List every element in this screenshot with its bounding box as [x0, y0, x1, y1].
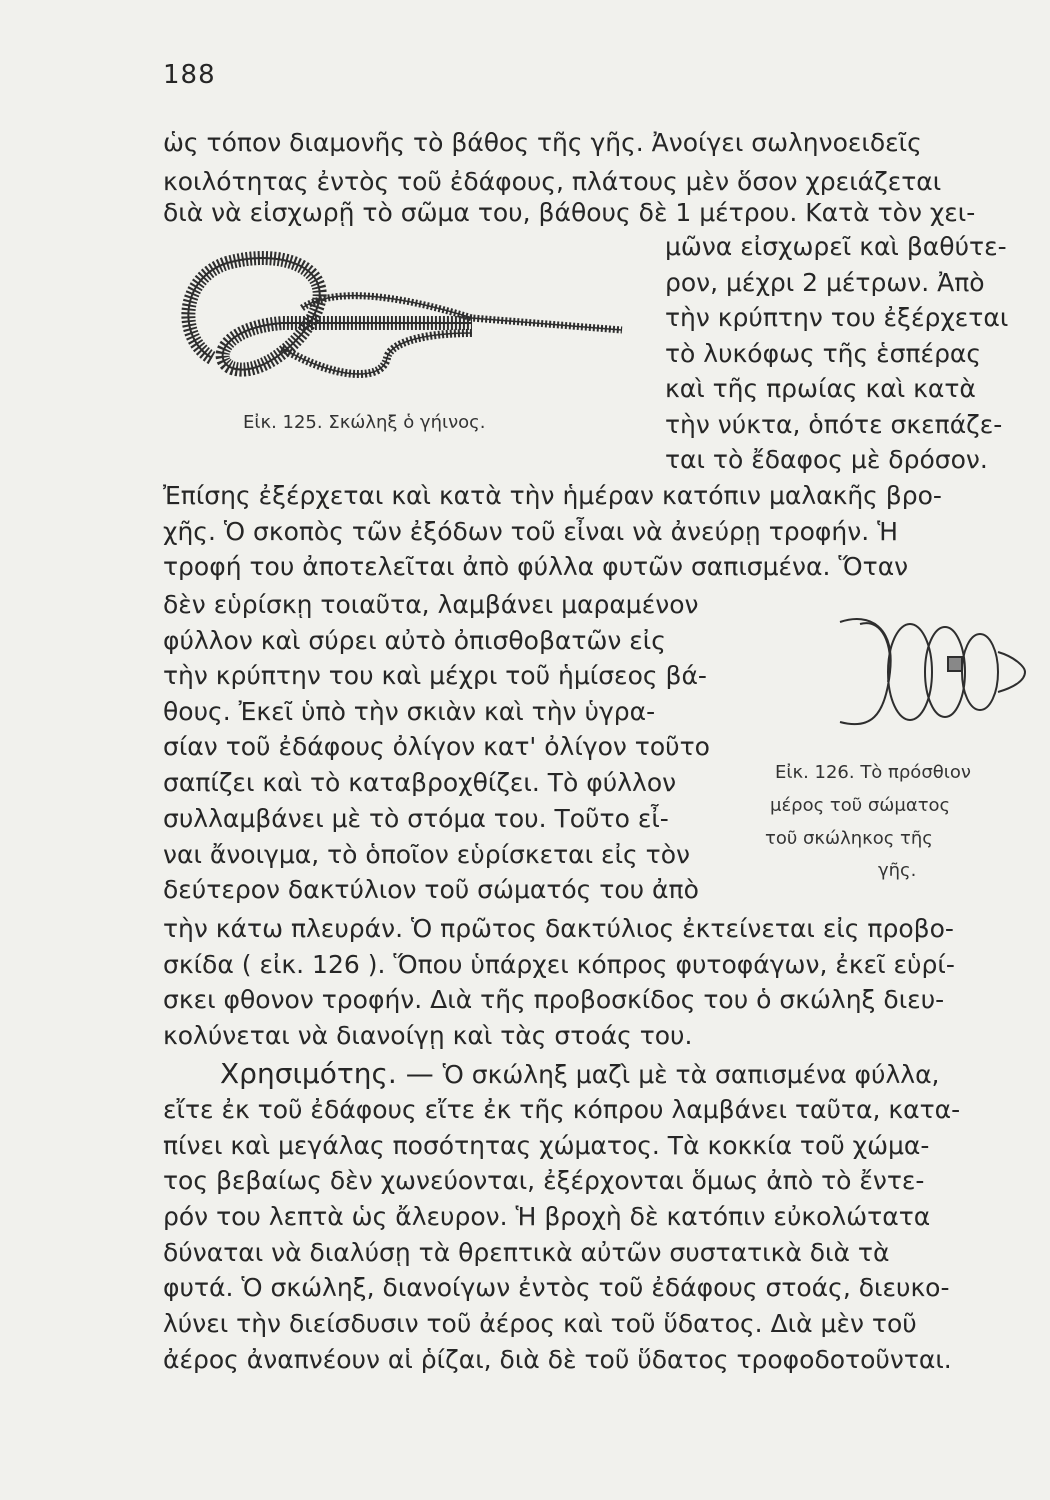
figure-126-caption-line: Εἰκ. 126. Τὸ πρόσθιον: [775, 762, 971, 783]
figure-126-caption-line: γῆς.: [878, 860, 917, 881]
text-line: δύναται νὰ διαλύσῃ τὰ θρεπτικὰ αὐτῶν συστατικὰ διὰ τὰ: [163, 1238, 890, 1267]
text-line: σαπίζει καὶ τὸ καταβροχθίζει. Τὸ φύλλον: [163, 768, 677, 797]
text-line: ται τὸ ἔδαφος μὲ δρόσον.: [665, 445, 988, 474]
section-first-line-text: Ὁ σκώληξ μαζὶ μὲ τὰ σαπισμένα φύλλα,: [442, 1060, 940, 1089]
text-line: κοιλότητας ἐντὸς τοῦ ἐδάφους, πλάτους μὲν ὅσον χρειάζεται: [163, 167, 942, 196]
text-line: θους. Ἐκεῖ ὑπὸ τὴν σκιὰν καὶ τὴν ὑγρα-: [163, 697, 656, 726]
text-line: συλλαμβάνει μὲ τὸ στόμα του. Τοῦτο εἶ-: [163, 804, 669, 833]
text-line: δὲν εὑρίσκῃ τοιαῦτα, λαμβάνει μαραμένον: [163, 590, 699, 619]
text-line: πίνει καὶ μεγάλας ποσότητας χώματος. Τὰ κοκκία τοῦ χώμα-: [163, 1131, 930, 1160]
text-line: τροφή του ἀποτελεῖται ἀπὸ φύλλα φυτῶν σαπισμένα. Ὅταν: [163, 552, 909, 581]
section-first-line: [220, 1059, 940, 1090]
text-line: τὴν κρύπτην του καὶ μέχρι τοῦ ἡμίσεος βά-: [163, 661, 707, 690]
text-line: τὸ λυκόφως τῆς ἑσπέρας: [665, 339, 982, 368]
figure-126-caption-line: μέρος τοῦ σώματος: [770, 795, 951, 816]
text-line: σκίδα ( εἰκ. 126 ). Ὅπου ὑπάρχει κόπρος φυτοφάγων, ἐκεῖ εὑρί-: [163, 950, 955, 979]
text-line: ρον, μέχρι 2 μέτρων. Ἀπὸ: [665, 268, 985, 297]
text-line: χῆς. Ὁ σκοπὸς τῶν ἐξόδων τοῦ εἶναι νὰ ἀνεύρῃ τροφήν. Ἡ: [163, 517, 898, 546]
text-line: κολύνεται νὰ διανοίγῃ καὶ τὰς στοάς του.: [163, 1021, 693, 1050]
text-line: τὴν κρύπτην του ἐξέρχεται: [665, 303, 1009, 332]
text-line: διὰ νὰ εἰσχωρῇ τὸ σῶμα του, βάθους δὲ 1 μέτρου. Κατὰ τὸν χει-: [163, 198, 976, 227]
text-line: ρόν του λεπτὰ ὡς ἄλευρον. Ἡ βροχὴ δὲ κατόπιν εὐκολώτατα: [163, 1202, 931, 1231]
text-line: ἀέρος ἀναπνέουν αἱ ῥίζαι, διὰ δὲ τοῦ ὕδατος τροφοδοτοῦνται.: [163, 1345, 952, 1374]
text-line: φύλλον καὶ σύρει αὐτὸ ὀπισθοβατῶν εἰς: [163, 626, 666, 655]
text-line: τὴν νύκτα, ὁπότε σκεπάζε-: [665, 410, 1003, 439]
text-line: Ἐπίσης ἐξέρχεται καὶ κατὰ τὴν ἡμέραν κατόπιν μαλακῆς βρο-: [163, 481, 942, 510]
figure-125-caption: Εἰκ. 125. Σκώληξ ὁ γήινος.: [243, 412, 486, 433]
figure-126-caption-line: τοῦ σκώληκος τῆς: [765, 828, 933, 849]
worm-head-figure: [830, 612, 1030, 732]
text-line: τὴν κάτω πλευράν. Ὁ πρῶτος δακτύλιος ἐκτείνεται εἰς προβο-: [163, 914, 954, 943]
text-line: σκει φθονον τροφήν. Διὰ τῆς προβοσκίδος του ὁ σκώληξ διευ-: [163, 985, 945, 1014]
earthworm-figure: [172, 248, 652, 398]
section-heading: Χρησιμότης. —: [220, 1057, 443, 1090]
text-line: δεύτερον δακτύλιον τοῦ σώματός του ἀπὸ: [163, 875, 699, 904]
text-line: φυτά. Ὁ σκώληξ, διανοίγων ἐντὸς τοῦ ἐδάφους στοάς, διευκο-: [163, 1273, 950, 1302]
text-line: σίαν τοῦ ἐδάφους ὀλίγον κατ' ὀλίγον τοῦτο: [163, 732, 710, 761]
text-line: ὡς τόπον διαμονῆς τὸ βάθος τῆς γῆς. Ἀνοίγει σωληνοειδεῖς: [163, 128, 922, 157]
text-line: καὶ τῆς πρωίας καὶ κατὰ: [665, 374, 976, 403]
text-line: τος βεβαίως δὲν χωνεύονται, ἐξέρχονται ὅμως ἀπὸ τὸ ἔντε-: [163, 1166, 925, 1195]
text-line: μῶνα εἰσχωρεῖ καὶ βαθύτε-: [665, 232, 1007, 261]
page-number: 188: [163, 60, 216, 90]
text-line: ναι ἄνοιγμα, τὸ ὁποῖον εὑρίσκεται εἰς τὸν: [163, 840, 690, 869]
text-line: λύνει τὴν διείσδυσιν τοῦ ἀέρος καὶ τοῦ ὕδατος. Διὰ μὲν τοῦ: [163, 1309, 917, 1338]
text-line: εἴτε ἐκ τοῦ ἐδάφους εἴτε ἐκ τῆς κόπρου λαμβάνει ταῦτα, κατα-: [163, 1095, 961, 1124]
